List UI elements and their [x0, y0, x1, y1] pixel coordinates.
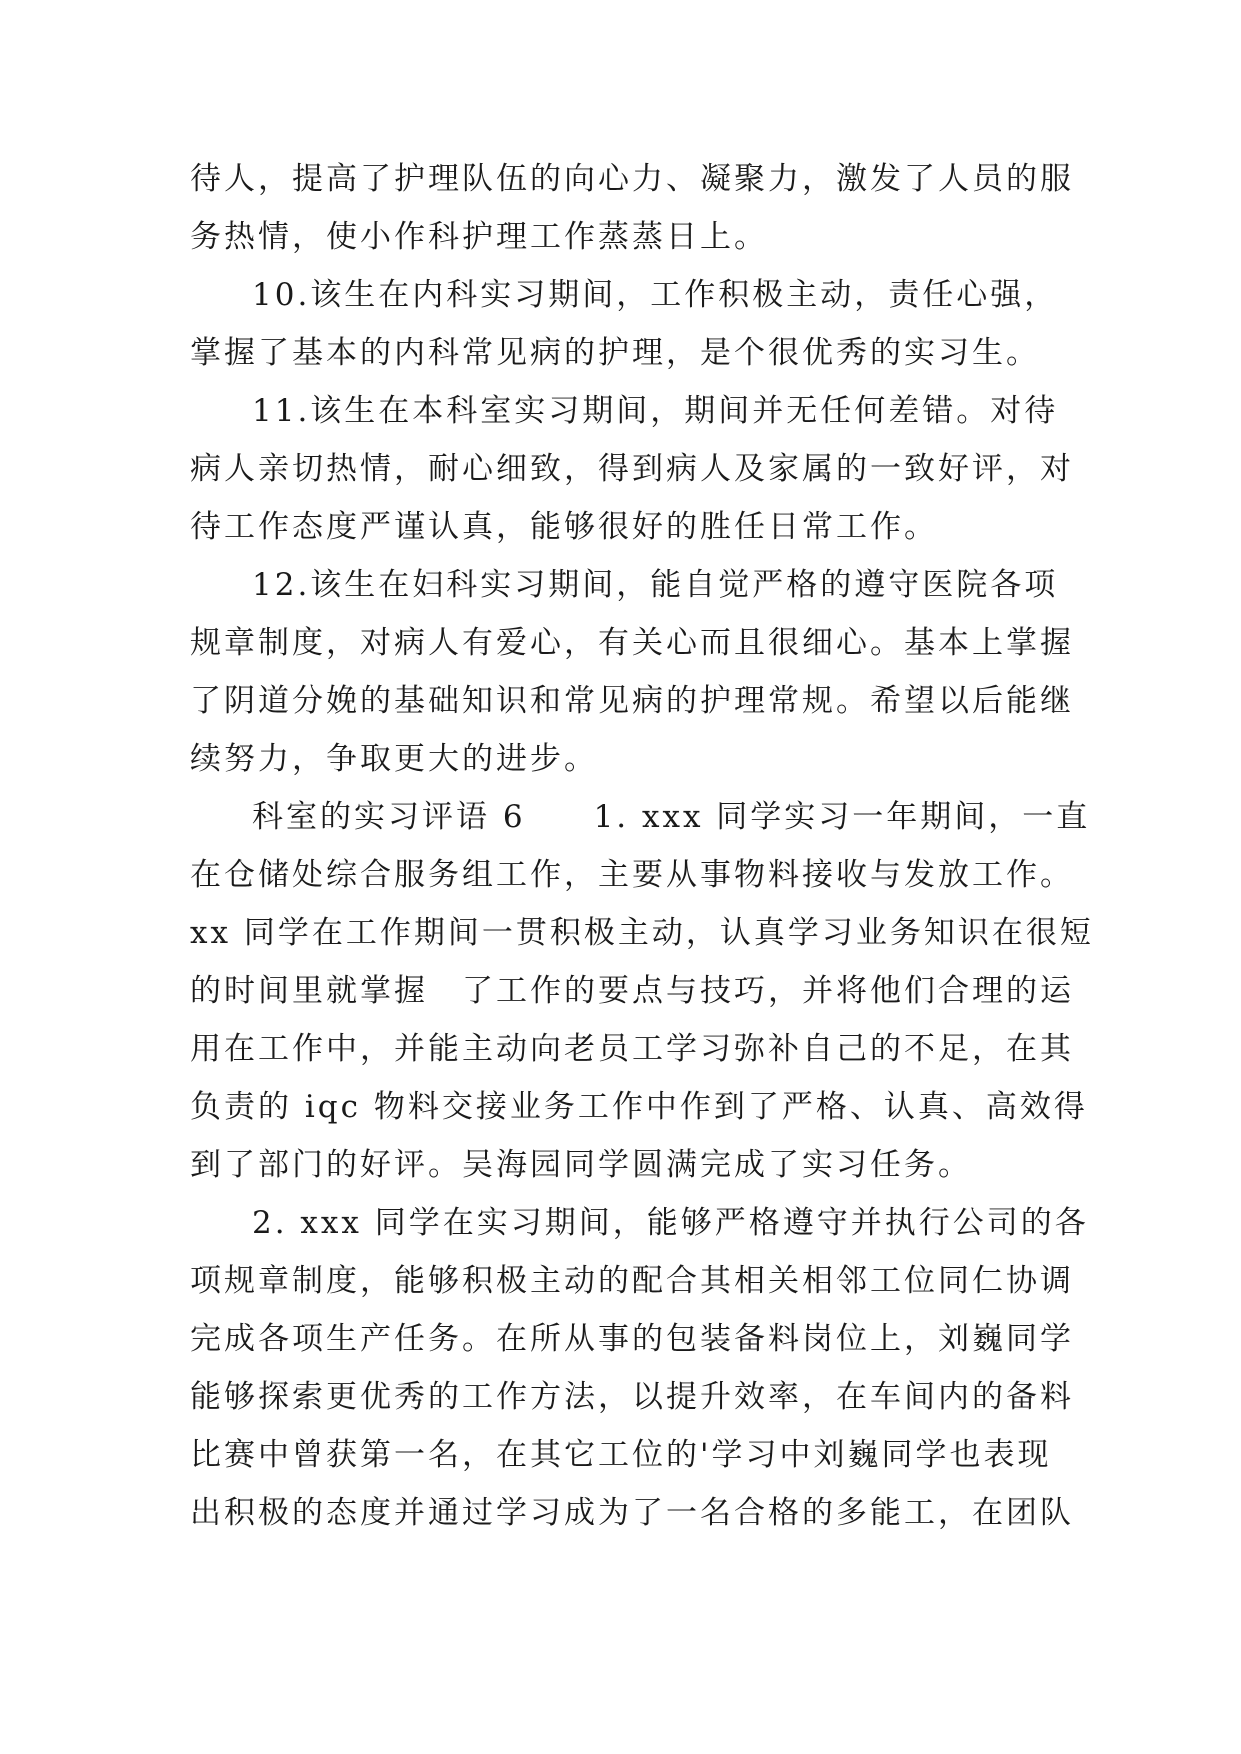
text-line: 比赛中曾获第一名，在其它工位的'学习中刘巍同学也表现	[190, 1437, 1052, 1473]
text-line: 规章制度，对病人有爱心，有关心而且很细心。基本上掌握	[190, 625, 1074, 661]
text-line: 出积极的态度并通过学习成为了一名合格的多能工，在团队	[190, 1495, 1074, 1531]
text-line: 掌握了基本的内科常见病的护理，是个很优秀的实习生。	[190, 335, 1040, 371]
paragraph-item-2: 2. xxx 同学在实习期间，能够严格遵守并执行公司的各	[252, 1205, 1089, 1241]
text-line: 续努力，争取更大的进步。	[190, 741, 598, 777]
section-heading-line: 科室的实习评语 6 1. xxx 同学实习一年期间，一直	[252, 799, 1091, 835]
text-line: 了阴道分娩的基础知识和常见病的护理常规。希望以后能继	[190, 683, 1074, 719]
text-line: 项规章制度，能够积极主动的配合其相关相邻工位同仁协调	[190, 1263, 1074, 1299]
text-line: 病人亲切热情，耐心细致，得到病人及家属的一致好评，对	[190, 451, 1074, 487]
paragraph-item-10: 10.该生在内科实习期间，工作积极主动，责任心强，	[252, 277, 1059, 313]
text-line: 完成各项生产任务。在所从事的包装备料岗位上，刘巍同学	[190, 1321, 1074, 1357]
text-line: 能够探索更优秀的工作方法，以提升效率，在车间内的备料	[190, 1379, 1074, 1415]
paragraph-item-11: 11.该生在本科室实习期间，期间并无任何差错。对待	[252, 393, 1059, 429]
document-body	[190, 150, 1094, 1542]
text-line: 待工作态度严谨认真，能够很好的胜任日常工作。	[190, 509, 938, 545]
text-line: 负责的 iqc 物料交接业务工作中作到了严格、认真、高效得	[190, 1089, 1088, 1125]
text-line: 务热情，使小作科护理工作蒸蒸日上。	[190, 219, 768, 255]
text-line: 的时间里就掌握 了工作的要点与技巧，并将他们合理的运	[190, 973, 1074, 1009]
text-line: 到了部门的好评。吴海园同学圆满完成了实习任务。	[190, 1147, 972, 1183]
paragraph-item-12: 12.该生在妇科实习期间，能自觉严格的遵守医院各项	[252, 567, 1059, 603]
text-line: 在仓储处综合服务组工作，主要从事物料接收与发放工作。	[190, 857, 1074, 893]
text-line: xx 同学在工作期间一贯积极主动，认真学习业务知识在很短	[190, 915, 1094, 951]
text-line: 待人，提高了护理队伍的向心力、凝聚力，激发了人员的服	[190, 161, 1074, 197]
text-line: 用在工作中，并能主动向老员工学习弥补自己的不足，在其	[190, 1031, 1074, 1067]
